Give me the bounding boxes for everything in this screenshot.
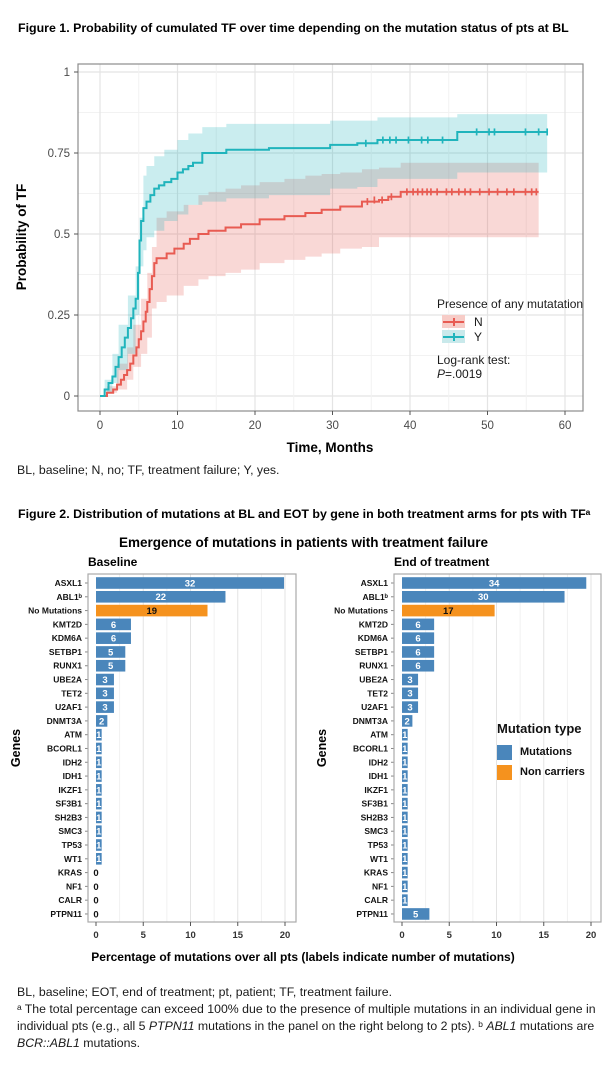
bars-x-tick-label: 5 <box>446 930 452 941</box>
bars-x-tick-label: 10 <box>491 930 502 941</box>
gene-label: UBE2A <box>359 674 388 685</box>
gene-label: KDM6A <box>357 633 388 644</box>
legend-key-n-icon <box>442 315 465 328</box>
bar-value-label: 1 <box>96 840 102 852</box>
panel-title: End of treatment <box>394 555 490 569</box>
bar-value-label: 1 <box>402 799 408 811</box>
gene-label: U2AF1 <box>361 702 388 713</box>
bars-x-tick-label: 10 <box>185 930 196 941</box>
bar-value-label: 19 <box>146 605 158 617</box>
bar-value-label: 6 <box>110 633 117 645</box>
bar-value-label: 6 <box>415 633 421 645</box>
svg-text:0: 0 <box>63 391 70 403</box>
bar-value-label: 1 <box>402 854 408 866</box>
bar-value-label: 1 <box>96 854 102 866</box>
gene-label: PTPN11 <box>356 908 388 919</box>
svg-text:0: 0 <box>96 420 104 432</box>
non-carriers-swatch-icon <box>497 765 512 780</box>
bar-value-label: 3 <box>102 688 108 700</box>
gene-label: ABL1ᵇ <box>56 591 82 602</box>
gene-label: IDH1 <box>368 771 388 782</box>
bar-value-label: 1 <box>402 840 408 852</box>
figure2-title: Figure 2. Distribution of mutations at BL and EOT by gene in both treatment arms for pts with TFᵃ <box>18 507 591 521</box>
km-plot <box>0 55 607 460</box>
km-legend-item-n <box>437 314 583 329</box>
legend-item-mutations <box>497 742 585 762</box>
bars-x-tick-label: 20 <box>279 930 291 941</box>
bar-value-label: 1 <box>96 743 102 755</box>
bar-value-label: 6 <box>415 647 421 659</box>
gene-label: ABL1ᵇ <box>362 591 388 602</box>
svg-text:0.5: 0.5 <box>54 229 70 241</box>
gene-label: SF3B1 <box>55 798 82 809</box>
gene-label: PTPN11 <box>50 908 82 919</box>
gene-label: TP53 <box>367 840 388 851</box>
gene-label: SETBP1 <box>48 646 82 657</box>
svg-text:30: 30 <box>326 420 339 432</box>
gene-label: No Mutations <box>28 605 82 616</box>
km-x-axis-label: Time, Months <box>286 440 374 455</box>
bar-value-label: 1 <box>402 771 408 783</box>
mutations-swatch-icon <box>497 745 512 760</box>
bar-value-label: 1 <box>402 867 408 879</box>
svg-text:0.25: 0.25 <box>47 310 70 322</box>
bar-value-label: 1 <box>402 757 408 769</box>
gene-label: KMT2D <box>52 619 82 630</box>
gene-label: BCORL1 <box>47 743 82 754</box>
svg-text:50: 50 <box>481 420 494 432</box>
figure2-footnote-line1: BL, baseline; EOT, end of treatment; pt, patient; TF, treatment failure. <box>17 985 393 999</box>
bar-value-label: 0 <box>93 909 99 921</box>
bar-value-label: 1 <box>402 895 408 907</box>
figure1-title: Figure 1. Probability of cumulated TF over time depending on the mutation status of pts at BL <box>18 21 569 35</box>
figure2-footnote <box>17 984 602 1052</box>
bar-value-label: 6 <box>415 619 421 631</box>
bars-x-axis-label: Percentage of mutations over all pts (labels indicate number of mutations) <box>91 950 515 964</box>
km-legend-item-y <box>437 329 583 344</box>
genes-axis-label: Genes <box>315 728 329 768</box>
km-legend-title: Presence of any mutatation <box>437 297 584 311</box>
mutation-type-legend <box>497 721 585 782</box>
gene-label: KMT2D <box>358 619 388 630</box>
figure1-chart <box>0 55 607 460</box>
bar-value-label: 2 <box>99 716 105 728</box>
bar-value-label: 22 <box>155 592 167 604</box>
bar-value-label: 6 <box>110 619 117 631</box>
legend-label-mutations: Mutations <box>520 746 572 758</box>
bar-value-label: 1 <box>96 812 102 824</box>
gene-label: RUNX1 <box>359 660 388 671</box>
bar-value-label: 0 <box>93 867 99 879</box>
bar-value-label: 17 <box>443 605 454 617</box>
gene-label: IDH2 <box>62 757 82 768</box>
bar-value-label: 1 <box>96 785 102 797</box>
bars-x-tick-label: 15 <box>232 930 244 941</box>
gene-label: DNMT3A <box>352 715 388 726</box>
bar-value-label: 1 <box>402 826 408 838</box>
logrank-label: Log-rank test: <box>437 353 511 367</box>
svg-text:40: 40 <box>403 420 417 432</box>
svg-text:20: 20 <box>248 420 262 432</box>
p-value: P=.0019 <box>437 367 483 381</box>
bar-value-label: 30 <box>477 592 489 604</box>
panel-title: Baseline <box>88 555 138 569</box>
gene-label: CALR <box>364 895 388 906</box>
svg-text:1: 1 <box>63 67 70 79</box>
km-legend-label-y: Y <box>474 329 483 344</box>
gene-label: NF1 <box>371 881 388 892</box>
gene-label: SETBP1 <box>354 646 388 657</box>
bar-value-label: 1 <box>402 785 408 797</box>
bar-value-label: 1 <box>402 812 408 824</box>
gene-label: SF3B1 <box>361 798 388 809</box>
gene-label: U2AF1 <box>55 702 82 713</box>
bar-value-label: 1 <box>402 730 408 742</box>
svg-text:0.75: 0.75 <box>47 148 70 160</box>
bar-value-label: 1 <box>96 730 102 742</box>
bars-x-tick-label: 5 <box>140 930 146 941</box>
figure2-footnote-notes: ᵃ The total percentage can exceed 100% due to the presence of multiple mutations in an individual gene in individual pts (e.g., all 5 PTPN11 mutations in the panel on the right belong to 2 pts). ᵇ ABL1 mutations are BCR::ABL1 mutations. <box>17 1001 596 1050</box>
bar-value-label: 34 <box>488 578 500 590</box>
gene-label: IKZF1 <box>364 784 388 795</box>
bar-panel-baseline <box>9 555 296 941</box>
km-y-axis-label: Probability of TF <box>14 183 29 291</box>
gene-label: KDM6A <box>51 633 82 644</box>
genes-axis-label: Genes <box>9 728 23 768</box>
svg-text:10: 10 <box>171 420 184 432</box>
figure1-footnote: BL, baseline; N, no; TF, treatment failure; Y, yes. <box>17 463 280 477</box>
bar-value-label: 1 <box>96 799 102 811</box>
bars-x-tick-label: 15 <box>538 930 550 941</box>
gene-label: No Mutations <box>334 605 388 616</box>
gene-label: IDH1 <box>62 771 82 782</box>
bar-value-label: 1 <box>402 881 408 893</box>
gene-label: SH2B3 <box>54 812 82 823</box>
gene-label: SMC3 <box>58 826 82 837</box>
bar-value-label: 0 <box>93 895 99 907</box>
gene-label: ASXL1 <box>54 578 82 588</box>
gene-label: KRAS <box>57 867 82 878</box>
legend-key-y-icon <box>442 330 465 343</box>
bar-value-label: 1 <box>96 826 102 838</box>
gene-label: SH2B3 <box>360 812 388 823</box>
bar-value-label: 3 <box>102 674 108 686</box>
bar-value-label: 5 <box>107 661 114 673</box>
gene-label: SMC3 <box>364 826 388 837</box>
legend-label-non-carriers: Non carriers <box>520 766 585 778</box>
bar-value-label: 3 <box>407 702 413 714</box>
gene-label: ATM <box>370 729 388 740</box>
mutation-type-legend-title: Mutation type <box>497 721 582 736</box>
legend-item-non-carriers <box>497 762 585 782</box>
gene-label: KRAS <box>363 867 388 878</box>
gene-label: TET2 <box>367 688 388 699</box>
gene-label: DNMT3A <box>46 715 82 726</box>
bar-value-label: 3 <box>407 674 413 686</box>
gene-label: ATM <box>64 729 82 740</box>
bar-value-label: 1 <box>402 743 408 755</box>
gene-label: IKZF1 <box>58 784 82 795</box>
gene-label: WT1 <box>64 853 82 864</box>
svg-text:60: 60 <box>558 420 572 432</box>
bar-value-label: 2 <box>404 716 410 728</box>
gene-label: TP53 <box>61 840 82 851</box>
gene-label: ASXL1 <box>360 578 388 588</box>
gene-label: BCORL1 <box>353 743 388 754</box>
bars-x-tick-label: 20 <box>585 930 597 941</box>
gene-label: IDH2 <box>368 757 388 768</box>
bar-value-label: 3 <box>407 688 413 700</box>
bars-x-tick-label: 0 <box>93 930 99 941</box>
bar-value-label: 5 <box>413 909 419 921</box>
gene-label: TET2 <box>61 688 82 699</box>
km-legend-label-n: N <box>474 314 483 329</box>
gene-label: CALR <box>58 895 82 906</box>
bars-x-tick-label: 0 <box>399 930 405 941</box>
bar-value-label: 0 <box>93 881 99 893</box>
bars-chart-title: Emergence of mutations in patients with treatment failure <box>118 535 489 550</box>
bar-value-label: 6 <box>415 661 421 673</box>
km-legend <box>437 297 583 381</box>
gene-label: RUNX1 <box>53 660 82 671</box>
bar-value-label: 1 <box>96 771 102 783</box>
bar-value-label: 3 <box>102 702 108 714</box>
gene-label: NF1 <box>65 881 82 892</box>
bar-value-label: 5 <box>107 647 114 659</box>
gene-label: UBE2A <box>53 674 82 685</box>
gene-label: WT1 <box>370 853 388 864</box>
bar-value-label: 1 <box>96 757 102 769</box>
bar-value-label: 32 <box>184 578 196 590</box>
